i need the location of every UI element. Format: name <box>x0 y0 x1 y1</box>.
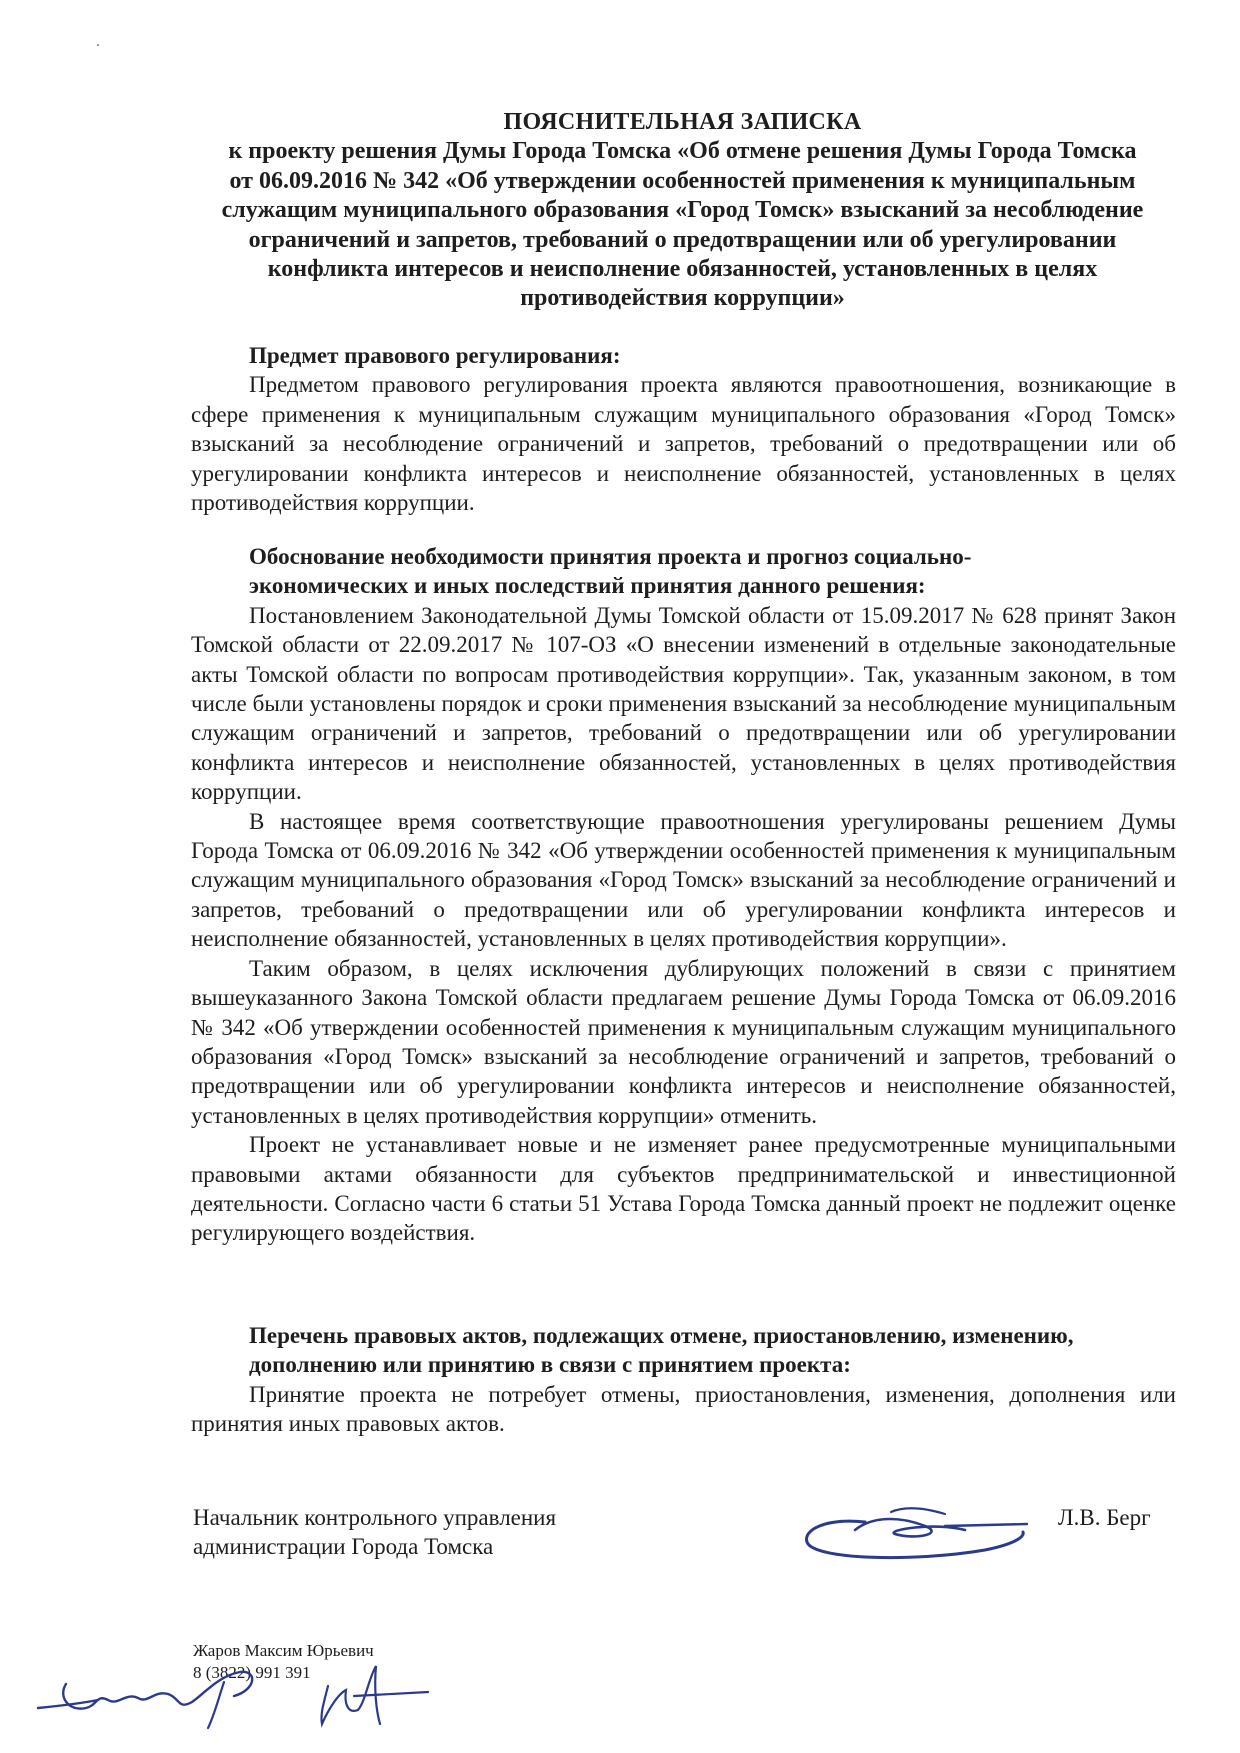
approval-visa-signatures <box>28 1650 448 1730</box>
scan-speck <box>97 44 99 46</box>
position-line: Начальник контрольного управления <box>193 1505 557 1530</box>
title-line: конфликта интересов и неисполнение обязанностей, установленных в целях <box>267 256 1098 283</box>
title-line: служащим муниципального образования «Город Томск» взысканий за несоблюдение <box>221 197 1144 224</box>
executor-name: Жаров Максим Юрьевич <box>193 1641 374 1660</box>
paragraph: Постановлением Законодательной Думы Томской области от 15.09.2017 № 628 принят Закон Томской области от 22.09.2017 № 107-ОЗ «О внесении изменений в отдельные законодательные акты Томской области по вопросам противодействия коррупции». Так, указанным законом, в том числе были установлены порядок и сроки применения взысканий за несоблюдение муниципальным служащим ограничений и запретов, требований о предотвращении или об урегулировании конфликта интересов и неисполнение обязанностей, установленных в целях противодействия коррупции. <box>191 602 1176 805</box>
document-title <box>190 108 1175 314</box>
section-heading-line: Перечень правовых актов, подлежащих отмене, приостановлению, изменению, <box>249 1323 1074 1348</box>
paragraph: Проект не устанавливает новые и не изменяет ранее предусмотренные муниципальными правовыми актами обязанности для субъектов предпринимательской и инвестиционной деятельности. Согласно части 6 статьи 51 Устава Города Томска данный проект не подлежит оценке регулирующего воздействия. <box>191 1132 1176 1246</box>
paragraph: Предметом правового регулирования проекта являются правоотношения, возникающие в сфере применения к муниципальным служащим муниципального образования «Город Томск» взысканий за несоблюдение ограничений и запретов, требований о предотвращении или об урегулировании конфликта интересов и неисполнение обязанностей, установленных в целях противодействия коррупции. <box>191 372 1176 516</box>
signatory-name: Л.В. Берг <box>1058 1505 1151 1530</box>
title-line: противодействия коррупции» <box>520 285 845 312</box>
paragraph: Принятие проекта не потребует отмены, приостановления, изменения, дополнения или принятия иных правовых актов. <box>191 1381 1176 1437</box>
section-legal-acts <box>191 1321 1176 1439</box>
paragraph: Таким образом, в целях исключения дублирующих положений в связи с принятием вышеуказанного Закона Томской области предлагаем решение Думы Города Томска от 06.09.2016 № 342 «Об утверждении особенностей применения к муниципальным служащим муниципального образования «Город Томск» взысканий за несоблюдение ограничений и запретов, требований о предотвращении или об урегулировании конфликта интересов и неисполнение обязанностей, установленных в целях противодействия коррупции» отменить. <box>191 955 1176 1128</box>
section-heading-line: дополнению или принятию в связи с принятием проекта: <box>249 1352 851 1378</box>
paragraph: В настоящее время соответствующие правоотношения урегулированы решением Думы Города Томска от 06.09.2016 № 342 «Об утверждении особенностей применения к муниципальным служащим муниципального образования «Город Томск» взысканий за несоблюдение ограничений и запретов, требований о предотвращении или об урегулировании конфликта интересов и неисполнение обязанностей, установленных в целях противодействия коррупции». <box>191 808 1176 952</box>
section-heading-line: экономических и иных последствий принятия данного решения: <box>249 573 926 599</box>
signatory-position <box>193 1503 556 1561</box>
executor-phone: 8 (3822) 991 391 <box>193 1663 311 1682</box>
section-justification <box>191 542 1176 1248</box>
section-heading-line: Обоснование необходимости принятия проекта и прогноз социально- <box>249 544 972 569</box>
title-line: ограничений и запретов, требований о предотвращении или об урегулировании <box>248 226 1117 253</box>
title-line: к проекту решения Думы Города Томска «Об отмене решения Думы Города Томска <box>228 138 1137 165</box>
section-heading: Предмет правового регулирования: <box>249 343 621 368</box>
position-line: администрации Города Томска <box>193 1534 494 1559</box>
handwritten-signature <box>795 1500 1035 1566</box>
section-subject <box>191 341 1176 517</box>
title-heading: ПОЯСНИТЕЛЬНАЯ ЗАПИСКА <box>503 109 862 135</box>
title-line: от 06.09.2016 № 342 «Об утверждении особенностей применения к муниципальным <box>229 167 1136 194</box>
